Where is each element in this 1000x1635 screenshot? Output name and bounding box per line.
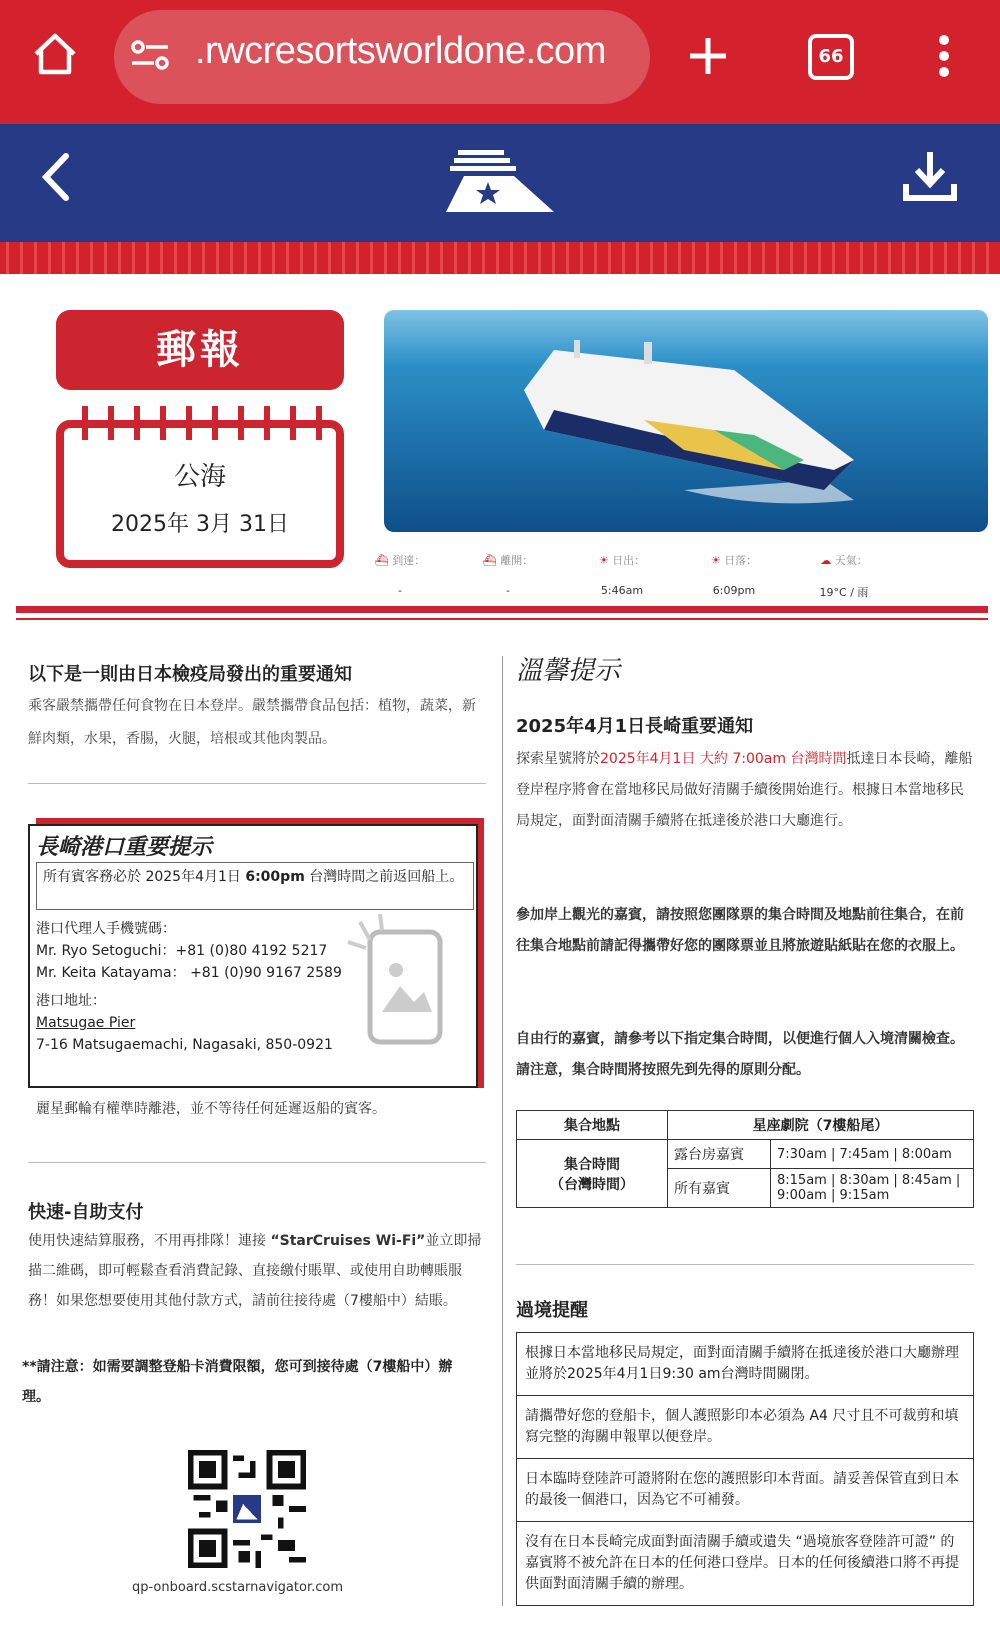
url-text[interactable]: .rwcresortsworldone.com <box>195 30 606 72</box>
tab-count-button[interactable]: 66 <box>808 34 854 80</box>
qr-url[interactable]: qp-onboard.scstarnavigator.com <box>132 1580 344 1595</box>
site-settings-icon[interactable] <box>130 38 172 72</box>
divider <box>16 618 988 620</box>
date-label: 2025年 3月 31日 <box>111 512 289 537</box>
stat-value: 5:46am <box>600 584 644 597</box>
stat-value: 6:09pm <box>712 584 756 597</box>
port-notice-title: 長崎港口重要提示 <box>36 834 213 860</box>
bulletin-title: 郵報 <box>56 310 344 390</box>
notice-text: 所有賓客務必於 2025年4月1日 <box>43 869 246 885</box>
back-icon[interactable] <box>40 152 72 202</box>
divider <box>28 1162 486 1163</box>
transit-item: 請攜帶好您的登船卡，個人護照影印本必須為 A4 尺寸且不可裁剪和填寫完整的海關申報單以便登岸。 <box>516 1395 974 1458</box>
nagasaki-notice-p1 <box>516 744 976 837</box>
payment-qr-code[interactable] <box>188 1450 306 1568</box>
date-calendar <box>56 420 344 568</box>
agent-phone-2: Mr. Keita Katayama： +81 (0)90 9167 2589 <box>36 965 342 981</box>
download-icon[interactable] <box>902 148 958 204</box>
stat-label: 到達： <box>392 554 426 567</box>
wifi-name: “StarCruises Wi-Fi” <box>270 1233 426 1249</box>
guest-type: 露台房嘉賓 <box>668 1140 771 1169</box>
self-pay-body <box>28 1226 484 1316</box>
stat-sunset <box>684 552 784 597</box>
stat-sunrise <box>572 552 672 597</box>
phone-photo-icon <box>340 912 470 1052</box>
pier-link[interactable]: Matsugae Pier <box>36 1015 136 1031</box>
stat-label: 日出： <box>612 554 646 567</box>
notice-time: 6:00pm <box>245 869 305 885</box>
weather-icon: ☁ <box>820 554 832 567</box>
sunset-icon: ☀ <box>710 554 721 567</box>
transit-reminder-list <box>516 1332 974 1606</box>
arrival-time: 2025年4月1日 大約 7:00am 台灣時間 <box>600 751 847 767</box>
stat-departure <box>458 552 558 597</box>
ship-departure-icon: ⛴ <box>482 554 497 567</box>
column-divider <box>502 656 503 1606</box>
stat-value: 19°C / 雨 <box>819 586 869 599</box>
stat-value: - <box>506 584 510 597</box>
stat-label: 日落： <box>724 554 758 567</box>
stat-label: 離開： <box>500 554 534 567</box>
stat-arrival <box>350 552 450 597</box>
more-menu-icon[interactable] <box>938 34 950 78</box>
transit-item: 根據日本當地移民局規定，面對面清關手續將在抵達後於港口大廳辦理並將於2025年4月1日9:30 am台灣時間關閉。 <box>516 1332 974 1395</box>
pay-limit-note: **請注意：如需要調整登船卡消費限額，您可到接待處（7樓船中）辦理。 <box>22 1359 453 1405</box>
cruise-ship-photo <box>384 310 988 532</box>
nagasaki-notice-p2: 參加岸上觀光的嘉賓，請按照您團隊票的集合時間及地點前往集合，在前往集合地點前請記得攜帶好您的團隊票並且將旅遊貼紙貼在您的衣服上。 <box>516 907 964 954</box>
assembly-times: 8:15am | 8:30am | 8:45am | 9:00am | 9:15am <box>771 1169 974 1208</box>
notice-text: 台灣時間之前返回船上。 <box>304 869 464 885</box>
pay-text: 使用快速結算服務，不用再排隊！連接 <box>28 1233 271 1249</box>
stat-value: - <box>398 584 402 597</box>
stat-label: 天氣： <box>834 554 868 567</box>
table-header: 星座劇院（7樓船尾） <box>668 1111 974 1140</box>
ship-arrival-icon: ⛴ <box>374 554 389 567</box>
notice-text: 抵達日本長崎，離船登岸程序將會在當地移民局做好清關手續後開始進行。根據日本當地移民局規定，面對面清關手續將在抵達後於港口大廳進行。 <box>516 751 973 829</box>
sunrise-icon: ☀ <box>598 554 609 567</box>
guest-type: 所有嘉賓 <box>668 1169 771 1208</box>
divider <box>16 606 988 613</box>
new-tab-icon[interactable] <box>688 36 728 76</box>
calendar-rings <box>76 404 326 440</box>
self-pay-heading: 快速-自助支付 <box>28 1202 144 1223</box>
transit-item: 日本臨時登陸許可證將附在您的護照影印本背面。請妥善保管直到日本的最後一個港口，因為它不可補發。 <box>516 1458 974 1521</box>
port-address: 7-16 Matsugaemachi, Nagasaki, 850-0921 <box>36 1037 333 1053</box>
decorative-border <box>0 242 1000 274</box>
tips-heading: 溫馨提示 <box>516 656 621 686</box>
row-header: 集合時間 （台灣時間） <box>517 1140 668 1208</box>
location-label: 公海 <box>173 462 226 492</box>
nagasaki-notice-title: 2025年4月1日長崎重要通知 <box>516 716 754 737</box>
transit-item: 沒有在日本長崎完成面對面清關手續或遺失 “過境旅客登陸許可證” 的嘉賓將不被允許在日本的任何港口登岸。日本的任何後續港口將不再提供面對面清關手續的辦理。 <box>516 1521 974 1606</box>
departure-policy: 麗星郵輪有權準時離港，並不等待任何延遲返船的賓客。 <box>36 1101 386 1117</box>
nagasaki-notice-p3: 自由行的嘉賓，請參考以下指定集合時間，以便進行個人入境清關檢查。請注意，集合時間將按照先到先得的原則分配。 <box>516 1031 964 1078</box>
stat-weather <box>794 552 894 600</box>
agent-phone-1: Mr. Ryo Setoguchi：+81 (0)80 4192 5217 <box>36 943 328 959</box>
return-time-notice <box>36 862 474 910</box>
divider <box>28 783 486 784</box>
address-label: 港口地址： <box>36 993 106 1009</box>
pay-text: 並立即掃描二維碼，即可輕鬆查看消費記錄、直接繳付賬單、或使用自助轉賬服務！如果您想要使用其他付款方式，請前往接待處（7樓船中）結賬。 <box>28 1233 482 1309</box>
assembly-time-table <box>516 1110 974 1208</box>
quarantine-notice-body: 乘客嚴禁攜帶任何食物在日本登岸。嚴禁攜帶食品包括：植物，蔬菜，新鮮肉類，水果，香腸，火腿，培根或其他肉製品。 <box>28 698 476 747</box>
agent-label: 港口代理人手機號碼： <box>36 921 176 937</box>
star-cruises-logo <box>444 148 556 214</box>
home-icon[interactable] <box>32 32 78 76</box>
table-header: 集合地點 <box>517 1111 668 1140</box>
notice-text: 探索星號將於 <box>516 751 600 767</box>
quarantine-notice-heading: 以下是一則由日本檢疫局發出的重要通知 <box>28 664 352 685</box>
divider <box>516 1264 974 1265</box>
assembly-times: 7:30am | 7:45am | 8:00am <box>771 1140 974 1169</box>
transit-heading: 過境提醒 <box>516 1300 588 1321</box>
